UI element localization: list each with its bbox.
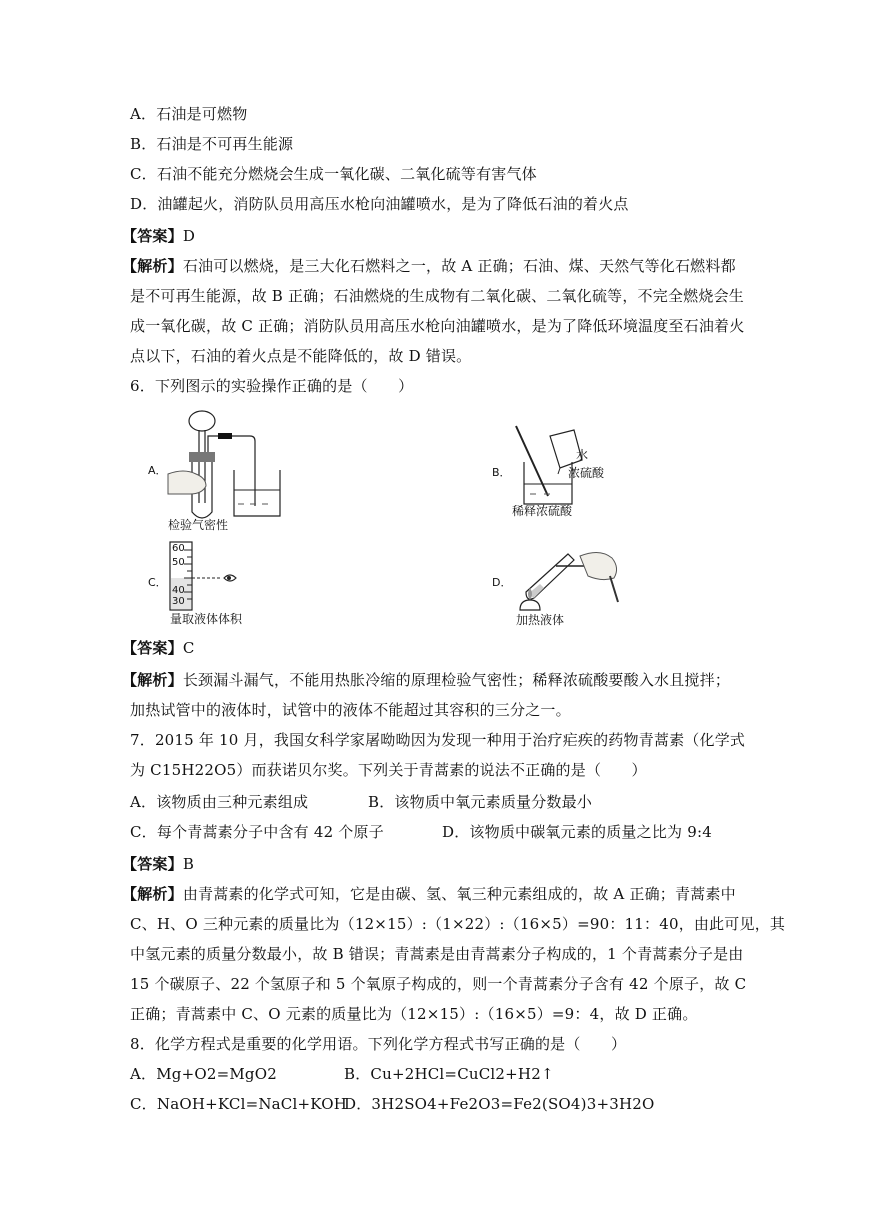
analysis-text: 长颈漏斗漏气，不能用热胀冷缩的原理检验气密性；稀释浓硫酸要酸入水且搅拌； <box>182 671 731 689</box>
analysis-text: 由青蒿素的化学式可知，它是由碳、氢、氧三种元素组成的，故 A 正确；青蒿素中 <box>182 885 736 903</box>
q7-option-a: A．该物质由三种元素组成 <box>130 793 309 811</box>
figure-d-caption: 加热液体 <box>516 613 565 627</box>
q5-option-b: B．石油是不可再生能源 <box>130 135 294 153</box>
figure-d-label: D． <box>492 576 512 589</box>
q5-analysis-line-4: 点以下，石油的着火点是不能降低的，故 D 错误。 <box>130 347 472 365</box>
figure-c-tick-50: 50 <box>172 557 185 568</box>
q7-stem-line-1: 7．2015 年 10 月，我国女科学家屠呦呦因为发现一种用于治疗疟疾的药物青蒿素（化学式 <box>130 731 746 749</box>
figure-c-label: C． <box>148 576 167 589</box>
q5-option-a: A．石油是可燃物 <box>130 105 248 123</box>
figure-b-label: B． <box>492 466 511 479</box>
q7-analysis-line-4: 15 个碳原子、22 个氢原子和 5 个氧原子构成的，则一个青蒿素分子含有 42 个原子，故 C <box>130 975 747 993</box>
figure-a-airtightness <box>140 408 320 530</box>
answer-tag: 【答案】 <box>122 855 183 873</box>
heating-apparatus-icon <box>490 536 640 628</box>
q8-option-b: B．Cu+2HCl=CuCl2+H2↑ <box>344 1065 554 1083</box>
figure-b-acid-label: 浓硫酸 <box>568 466 605 480</box>
q6-answer <box>122 638 195 658</box>
analysis-tag: 【解析】 <box>122 671 183 689</box>
answer-value: D <box>182 227 196 245</box>
analysis-text: 石油可以燃烧，是三大化石燃料之一，故 A 正确；石油、煤、天然气等化石燃料都 <box>182 257 736 275</box>
q7-analysis-line-5: 正确；青蒿素中 C、O 元素的质量比为（12×15）:（16×5）=9：4，故 D 正确。 <box>130 1005 698 1023</box>
q7-option-c: C．每个青蒿素分子中含有 42 个原子 <box>130 823 384 841</box>
q8-option-a: A．Mg+O2=MgO2 <box>130 1065 277 1083</box>
figure-c-tick-40: 40 <box>172 585 185 596</box>
figure-c-caption: 量取液体体积 <box>170 612 243 626</box>
q5-analysis-line-2: 是不可再生能源，故 B 正确；石油燃烧的生成物有二氧化碳、二氧化硫等，不完全燃烧会生 <box>130 287 744 305</box>
q7-option-d: D．该物质中碳氧元素的质量之比为 9:4 <box>442 823 712 841</box>
q7-analysis-line-2: C、H、O 三种元素的质量比为（12×15）:（1×22）:（16×5）=90：11：40，由此可见，其 <box>130 915 786 933</box>
figure-b-caption: 稀释浓硫酸 <box>512 504 573 518</box>
q6-analysis-line-2: 加热试管中的液体时，试管中的液体不能超过其容积的三分之一。 <box>130 701 571 719</box>
figure-d-heating <box>490 536 640 628</box>
figure-c-tick-60: 60 <box>172 543 185 554</box>
figure-c-tick-30: 30 <box>172 596 185 607</box>
airtightness-apparatus-icon <box>140 408 320 530</box>
q5-analysis-line-1 <box>122 256 736 276</box>
answer-value: B <box>182 855 195 873</box>
q7-analysis-line-1 <box>122 884 736 904</box>
figure-a-caption: 检验气密性 <box>168 518 229 532</box>
q5-option-c: C．石油不能充分燃烧会生成一氧化碳、二氧化硫等有害气体 <box>130 165 537 183</box>
q7-analysis-line-3: 中氢元素的质量分数最小，故 B 错误；青蒿素是由青蒿素分子构成的，1 个青蒿素分子是由 <box>130 945 744 963</box>
q6-analysis-line-1 <box>122 670 730 690</box>
analysis-tag: 【解析】 <box>122 885 183 903</box>
figure-c-volume-reading <box>140 540 300 626</box>
answer-tag: 【答案】 <box>122 639 183 657</box>
q7-answer <box>122 854 194 874</box>
q5-answer <box>122 226 195 246</box>
q8-option-c: C．NaOH+KCl=NaCl+KOH <box>130 1095 348 1113</box>
q6-stem: 6．下列图示的实验操作正确的是（ ） <box>130 377 414 395</box>
q8-stem: 8．化学方程式是重要的化学用语。下列化学方程式书写正确的是（ ） <box>130 1035 627 1053</box>
answer-value: C <box>182 639 195 657</box>
q8-option-d: D．3H2SO4+Fe2O3=Fe2(SO4)3+3H2O <box>344 1095 655 1113</box>
figure-b-dilution <box>490 422 640 520</box>
q5-option-d: D．油罐起火，消防队员用高压水枪向油罐喷水，是为了降低石油的着火点 <box>130 195 629 213</box>
q5-analysis-line-3: 成一氧化碳，故 C 正确；消防队员用高压水枪向油罐喷水，是为了降低环境温度至石油着火 <box>130 317 745 335</box>
q7-option-b: B．该物质中氧元素质量分数最小 <box>368 793 593 811</box>
answer-tag: 【答案】 <box>122 227 183 245</box>
figure-b-water-label: 水 <box>576 448 589 462</box>
figure-a-label: A． <box>148 464 167 477</box>
analysis-tag: 【解析】 <box>122 257 183 275</box>
q7-stem-line-2: 为 C15H22O5）而获诺贝尔奖。下列关于青蒿素的说法不正确的是（ ） <box>130 761 647 779</box>
